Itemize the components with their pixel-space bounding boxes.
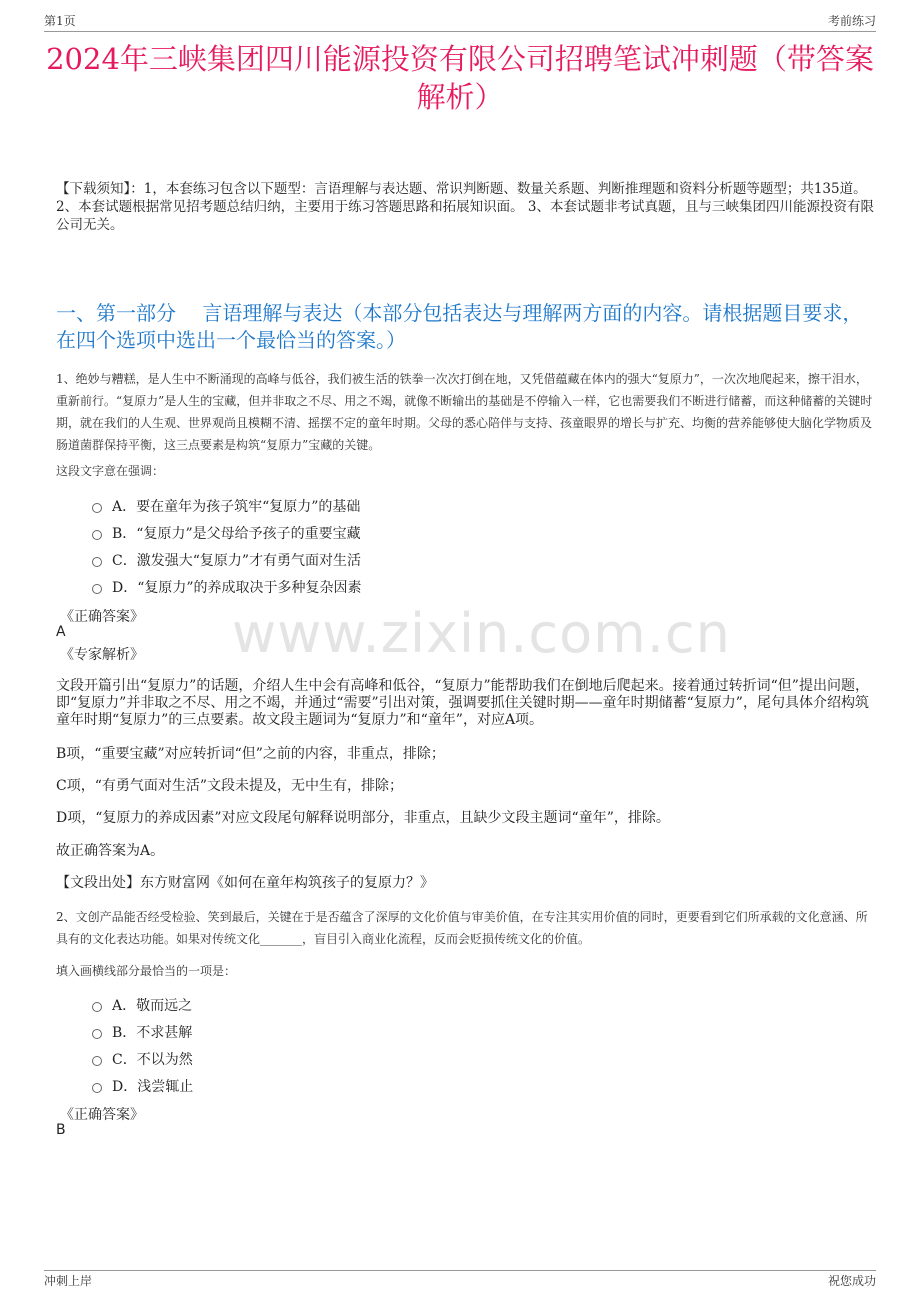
question-2-option-d[interactable]: [92, 1076, 193, 1096]
radio-icon[interactable]: [92, 530, 102, 540]
question-1-analysis-label: 《专家解析》: [60, 647, 144, 663]
footer-right-label: 祝您成功: [827, 1274, 876, 1288]
radio-icon[interactable]: [92, 1029, 102, 1039]
header-divider: [44, 31, 876, 32]
radio-icon[interactable]: [92, 1083, 102, 1093]
radio-icon[interactable]: [92, 584, 102, 594]
header-right-label: 考前练习: [827, 14, 876, 28]
radio-icon[interactable]: [92, 557, 102, 567]
section-heading: 一、第一部分 言语理解与表达（本部分包括表达与理解两方面的内容。请根据题目要求，在四个选项中选出一个最恰当的答案。）: [56, 301, 863, 352]
analysis-paragraph: C项，“有勇气面对生活”文段未提及，无中生有，排除；: [56, 778, 404, 794]
option-label: A．敬而远之: [112, 998, 193, 1014]
analysis-paragraph: B项，“重要宝藏”对应转折词“但”之前的内容，非重点，排除；: [56, 746, 445, 762]
radio-icon[interactable]: [92, 1002, 102, 1012]
option-label: B．不求甚解: [112, 1025, 193, 1041]
page-header: [44, 12, 876, 29]
watermark: www.zixin.com.cn: [232, 602, 731, 665]
option-label: A．要在童年为孩子筑牢“复原力”的基础: [112, 499, 361, 515]
analysis-paragraph: D项，“复原力的养成因素”对应文段尾句解释说明部分，非重点，且缺少文段主题词“童年”，排除。: [56, 810, 670, 826]
passage-source: 【文段出处】东方财富网《如何在童年构筑孩子的复原力？》: [56, 875, 434, 891]
question-2-option-a[interactable]: [92, 995, 192, 1015]
footer-divider: [44, 1270, 876, 1271]
download-notice: 【下载须知】：1，本套练习包含以下题型：言语理解与表达题、常识判断题、数量关系题、判断推理题和资料分析题等题型；共135道。 2、本套试题根据常见招考题总结归纳，主要用于练习答题思路和拓展知识面。 3、本套试题非考试真题，且与三峡集团四川能源投资有限公司无关。: [56, 181, 874, 233]
question-2-answer: B: [56, 1122, 66, 1138]
question-1-prompt: 这段文字意在强调：: [56, 464, 165, 478]
question-1-answer: A: [56, 624, 66, 640]
footer-left-label: 冲刺上岸: [44, 1274, 93, 1288]
option-label: C．激发强大“复原力”才有勇气面对生活: [112, 553, 362, 569]
question-1-option-a[interactable]: [92, 496, 360, 516]
question-1-option-d[interactable]: [92, 577, 362, 597]
radio-icon[interactable]: [92, 503, 102, 513]
question-1-text: 1、绝妙与糟糕，是人生中不断涌现的高峰与低谷，我们被生活的铁拳一次次打倒在地，又凭借蕴藏在体内的强大“复原力”，一次次地爬起来，擦干泪水，重新前行。“复原力”是人生的宝藏，但并非取之不尽、用之不竭，就像不断输出的基础是不停输入一样，它也需要我们不断进行储蓄，而这种储蓄的关键时期，就在我们的人生观、世界观尚且模糊不清、摇摆不定的童年时期。父母的悉心陪伴与支持、孩童眼界的增长与扩充、均衡的营养能够使大脑化学物质及肠道菌群保持平衡，这三点要素是构筑“复原力”宝藏的关键。: [56, 372, 873, 452]
analysis-paragraph: 故正确答案为A。: [56, 843, 165, 859]
radio-icon[interactable]: [92, 1056, 102, 1066]
question-2-answer-label: 《正确答案》: [60, 1107, 144, 1123]
page-footer: [44, 1272, 876, 1289]
option-label: D．浅尝辄止: [112, 1079, 194, 1095]
question-1-answer-label: 《正确答案》: [60, 609, 144, 625]
option-label: B．“复原力”是父母给予孩子的重要宝藏: [112, 526, 361, 542]
question-1-option-b[interactable]: [92, 523, 361, 543]
option-label: C．不以为然: [112, 1052, 193, 1068]
question-2-option-b[interactable]: [92, 1022, 192, 1042]
analysis-paragraph: 文段开篇引出“复原力”的话题，介绍人生中会有高峰和低谷，“复原力”能帮助我们在倒地后爬起来。接着通过转折词“但”提出问题，即“复原力”并非取之不尽、用之不竭，并通过“需要”引出对策，强调要抓住关键时期——童年时期储蓄“复原力”，尾句具体介绍构筑童年时期“复原力”的三点要素。故文段主题词为“复原力”和“童年”，对应A项。: [56, 678, 869, 728]
question-1-option-c[interactable]: [92, 550, 361, 570]
page-number: 第1页: [44, 14, 76, 28]
question-2-option-c[interactable]: [92, 1049, 193, 1069]
document-title: 2024年三峡集团四川能源投资有限公司招聘笔试冲刺题（带答案解析）: [46, 42, 874, 114]
option-label: D．“复原力”的养成取决于多种复杂因素: [112, 580, 362, 596]
question-2-text: 2、文创产品能否经受检验、笑到最后，关键在于是否蕴含了深厚的文化价值与审美价值，在专注其实用价值的同时，更要看到它们所承载的文化意涵、所具有的文化表达功能。如果对传统文化_______，盲目引入商业化流程，反而会贬损传统文化的价值。: [56, 910, 868, 946]
question-2-prompt: 填入画横线部分最恰当的一项是：: [56, 964, 237, 978]
